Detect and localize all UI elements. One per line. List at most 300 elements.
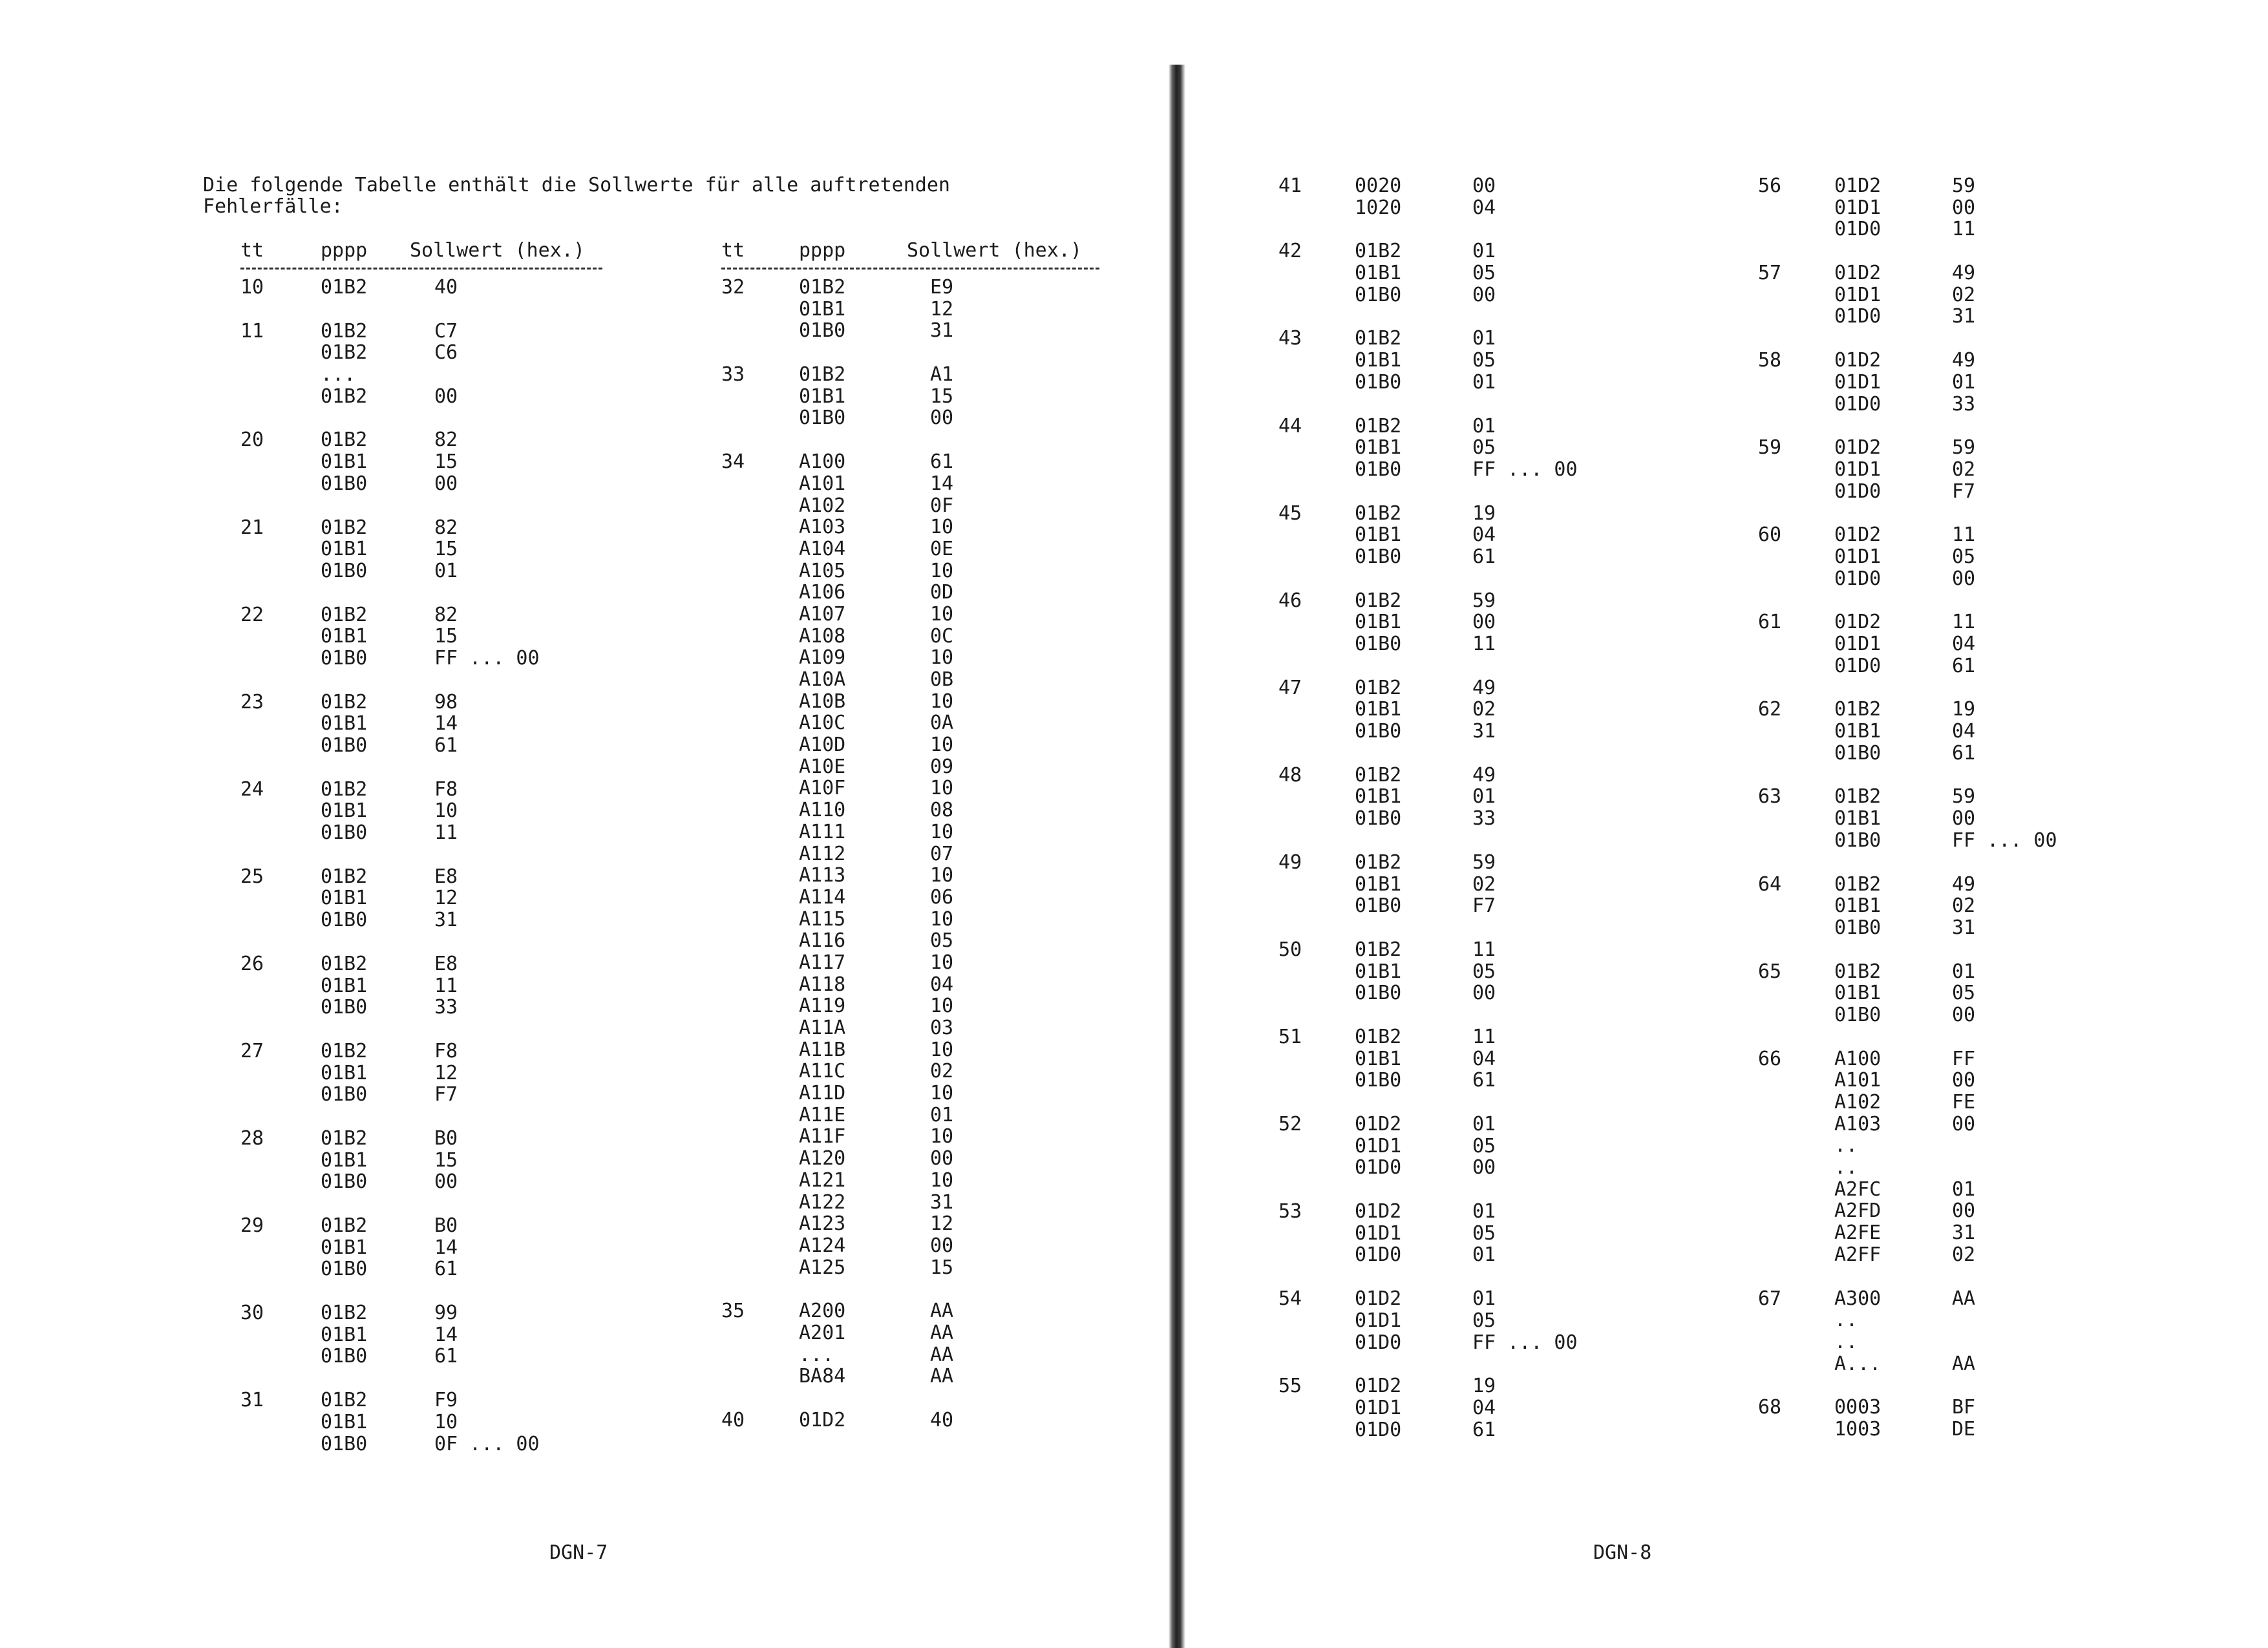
sollwert-value: 33 [434,996,458,1019]
error-case-tt: 52 [1278,1113,1302,1136]
address-pppp: 01B1 [799,385,846,408]
address-pppp: A122 [799,1190,846,1214]
address-pppp: 01D2 [1834,262,1881,285]
table-row [240,450,661,472]
address-pppp: 01D1 [1834,545,1881,568]
sollwert-value: 59 [1472,850,1496,874]
table-row [240,341,661,363]
address-pppp: 01B0 [1834,829,1881,852]
address-pppp: 01B0 [321,1258,368,1281]
address-pppp: 01B1 [1355,436,1402,460]
address-pppp: 1020 [1355,196,1402,219]
sollwert-value: 10 [930,516,954,539]
sollwert-value: 14 [434,712,458,735]
address-pppp: 01B1 [321,799,368,823]
address-pppp: 01B2 [321,603,368,626]
page-number-right: DGN-8 [1593,1541,1652,1564]
error-case-group [240,1389,661,1454]
address-pppp: 01B2 [321,341,368,364]
table-row [721,407,1109,428]
table-row [721,450,1109,472]
table-row [721,1017,1109,1039]
error-case-tt: 46 [1278,589,1302,612]
table-row [1278,1397,1679,1419]
address-pppp: 01B1 [1355,349,1402,372]
sollwert-value: 31 [1952,305,1976,328]
error-case-group [721,1409,1109,1431]
table-row [240,1149,661,1171]
table-row [1758,611,2159,633]
sollwert-value: 00 [434,385,458,408]
address-pppp: 01D1 [1834,283,1881,306]
table-row [1758,1113,2159,1135]
address-pppp: 01B0 [1834,916,1881,939]
sollwert-value: 09 [930,755,954,778]
sollwert-value: E8 [434,952,458,975]
sollwert-value: 00 [1472,174,1496,197]
header-sollwert: Sollwert (hex.) [410,239,585,262]
address-pppp: 01B1 [321,1236,368,1259]
table-column-left-a [240,239,661,1476]
table-row [1758,698,2159,720]
sollwert-value: 04 [1952,720,1976,743]
table-row [1758,262,2159,284]
sollwert-value: 14 [434,1236,458,1259]
sollwert-value: 01 [1472,785,1496,808]
address-pppp: 01B0 [1355,633,1402,655]
sollwert-value: BF [1952,1396,1976,1419]
sollwert-value: E8 [434,865,458,888]
table-row [240,734,661,756]
address-pppp: 01B1 [1355,611,1402,634]
sollwert-value: 40 [434,276,458,299]
address-pppp: 01B2 [321,690,368,713]
table-row [240,1170,661,1192]
sollwert-value: 05 [1952,982,1976,1005]
sollwert-value: 04 [1472,196,1496,219]
address-pppp: 01B0 [1834,741,1881,765]
error-case-group [1758,1287,2159,1375]
address-pppp: 01B1 [321,625,368,648]
sollwert-value: F9 [434,1389,458,1412]
table-row [721,363,1109,385]
sollwert-value: 0B [930,668,954,691]
address-pppp: 01B1 [1355,872,1402,896]
address-pppp: 01D1 [1355,1134,1402,1157]
sollwert-value: F7 [1472,894,1496,918]
error-case-tt: 47 [1278,676,1302,699]
table-row [1278,174,1679,196]
address-pppp: 01D1 [1355,1221,1402,1245]
address-pppp: 01D1 [1834,458,1881,481]
address-pppp: A123 [799,1212,846,1236]
error-case-group [1278,502,1679,567]
error-case-tt: 67 [1758,1287,1782,1310]
sollwert-value: 59 [1472,589,1496,612]
table-row [1758,371,2159,393]
address-pppp: 01B0 [321,646,368,670]
error-case-group [1278,851,1679,916]
error-case-group [1278,415,1679,480]
table-row [1278,938,1679,960]
error-case-group [1278,589,1679,655]
address-pppp: A11B [799,1038,846,1061]
table-row [721,472,1109,494]
address-pppp: 01B0 [321,1432,368,1455]
sollwert-value: 11 [1952,611,1976,634]
address-pppp: 01D0 [1355,1418,1402,1441]
address-pppp: 01B2 [1355,589,1402,612]
sollwert-value: 61 [1472,1069,1496,1092]
error-case-group [240,1040,661,1105]
table-row [721,494,1109,516]
address-pppp: 01B1 [1355,785,1402,808]
sollwert-value: 10 [930,864,954,887]
table-row [1278,240,1679,262]
sollwert-value: 98 [434,690,458,713]
table-row [1278,851,1679,873]
address-pppp: 01B1 [321,538,368,561]
sollwert-value: 19 [1472,1375,1496,1398]
sollwert-value: 00 [1952,1069,1976,1092]
error-case-tt: 31 [240,1389,264,1412]
error-case-tt: 29 [240,1214,264,1237]
sollwert-value: 05 [1472,1134,1496,1157]
error-case-tt: 49 [1278,850,1302,874]
table-row [240,1236,661,1258]
address-pppp: 01B2 [1355,938,1402,961]
sollwert-value: B0 [434,1126,458,1150]
table-row [1278,349,1679,371]
sollwert-value: 05 [1472,960,1496,983]
address-pppp: 01D1 [1834,633,1881,655]
table-row [1278,982,1679,1004]
address-pppp: A11C [799,1060,846,1083]
sollwert-value: 10 [930,1168,954,1192]
address-pppp: 01D0 [1834,218,1881,241]
table-row [1278,785,1679,807]
table-row [721,668,1109,690]
address-pppp: 01B1 [321,1410,368,1433]
address-pppp: 01D2 [799,1409,846,1431]
sollwert-value: AA [930,1365,954,1388]
table-row [240,1127,661,1149]
address-pppp: 01B2 [321,1214,368,1237]
address-pppp: 01B1 [799,297,846,321]
table-row [721,1191,1109,1213]
address-pppp: 01B2 [321,1302,368,1325]
address-pppp: .. [1834,1330,1858,1353]
error-case-group [1278,1026,1679,1091]
error-case-group [240,1214,661,1280]
sollwert-value: 00 [930,1234,954,1257]
error-case-group [1278,327,1679,392]
error-case-tt: 51 [1278,1025,1302,1048]
address-pppp: 01B1 [321,974,368,997]
sollwert-value: 01 [1472,370,1496,394]
address-pppp: A116 [799,929,846,953]
sollwert-value: AA [930,1300,954,1323]
sollwert-value: 00 [434,1170,458,1194]
table-row [240,1258,661,1280]
address-pppp: 1003 [1834,1417,1881,1441]
sollwert-value: FF [1952,1047,1976,1070]
sollwert-value: 01 [1472,1243,1496,1267]
sollwert-value: 61 [434,734,458,757]
error-case-tt: 64 [1758,872,1782,896]
table-row [1758,349,2159,371]
table-row [1278,371,1679,393]
table-row [1278,633,1679,655]
sollwert-value: 40 [930,1409,954,1431]
table-row [1758,655,2159,677]
error-case-group [1278,1200,1679,1265]
table-row [240,1062,661,1084]
table-row [240,953,661,975]
error-case-tt: 63 [1758,785,1782,808]
table-row [240,799,661,821]
sollwert-value: 00 [1952,1003,1976,1026]
sollwert-value: 10 [930,951,954,974]
table-row [240,909,661,931]
table-row [721,734,1109,755]
table-row [1278,611,1679,633]
table-row [721,276,1109,298]
address-pppp: A10D [799,734,846,757]
table-row [1758,633,2159,655]
table-row [240,778,661,800]
sollwert-value: 02 [930,1060,954,1083]
table-row [721,625,1109,647]
table-row [240,428,661,450]
table-row [1758,393,2159,415]
address-pppp: A111 [799,820,846,843]
address-pppp: A201 [799,1321,846,1344]
error-case-group [1758,1396,2159,1439]
address-pppp: A117 [799,951,846,974]
address-pppp: 01B0 [1355,1069,1402,1092]
error-case-group [1758,349,2159,414]
table-row [1758,567,2159,589]
table-row [721,1104,1109,1126]
table-row [721,581,1109,603]
table-row [240,385,661,407]
error-case-group [1758,960,2159,1026]
header-pppp: pppp [321,239,368,262]
table-row [1758,894,2159,916]
sollwert-value: F8 [434,777,458,801]
sollwert-value: 10 [930,820,954,843]
table-row [240,1040,661,1062]
sollwert-value: 11 [434,974,458,997]
sollwert-value: 49 [1952,349,1976,372]
table-row [721,821,1109,843]
address-pppp: A118 [799,973,846,996]
table-row [1278,1375,1679,1397]
sollwert-value: 61 [1952,654,1976,677]
address-pppp: 01B2 [1834,698,1881,721]
intro-text: Die folgende Tabelle enthält die Sollwerte für alle auftretenden Fehlerfälle: [203,174,950,218]
address-pppp: 01B0 [321,821,368,845]
table-row [721,712,1109,734]
address-pppp: 01B2 [799,276,846,299]
sollwert-value: 10 [930,995,954,1018]
error-case-tt: 65 [1758,960,1782,983]
sollwert-value: 02 [1952,1243,1976,1266]
address-pppp: A100 [799,450,846,474]
address-pppp: 01B0 [321,734,368,757]
table-row [1278,698,1679,720]
address-pppp: 01B2 [1355,502,1402,525]
address-pppp: 01D0 [1355,1156,1402,1179]
error-case-group [240,604,661,669]
table-row [721,929,1109,951]
sollwert-value: 82 [434,516,458,539]
table-row [721,973,1109,995]
error-case-tt: 22 [240,603,264,626]
address-pppp: 01B0 [321,1083,368,1106]
table-row [240,1302,661,1324]
table-row [240,1345,661,1367]
table-row [240,691,661,713]
address-pppp: A103 [799,516,846,539]
error-case-tt: 57 [1758,262,1782,285]
table-row [1758,1199,2159,1221]
address-pppp: 01B0 [799,319,846,343]
sollwert-value: 11 [1952,523,1976,547]
sollwert-value: 49 [1472,763,1496,787]
error-case-tt: 30 [240,1302,264,1325]
table-row [1758,1004,2159,1026]
address-pppp: 01B0 [1355,807,1402,830]
address-pppp: 01B2 [321,1039,368,1062]
error-case-group [1758,873,2159,938]
sollwert-value: 07 [930,842,954,865]
address-pppp: 01B0 [321,472,368,495]
sollwert-value: 99 [434,1302,458,1325]
address-pppp: 01D1 [1355,1309,1402,1332]
sollwert-value: 05 [1952,545,1976,568]
error-case-tt: 55 [1278,1375,1302,1398]
table-row [1278,1048,1679,1070]
address-pppp: 0020 [1355,174,1402,197]
sollwert-value: 03 [930,1017,954,1039]
table-row [721,298,1109,320]
sollwert-value: 02 [1472,872,1496,896]
error-case-group [240,1302,661,1367]
sollwert-value: 10 [930,907,954,931]
address-pppp: 01B1 [1834,720,1881,743]
sollwert-value: AA [930,1343,954,1366]
address-pppp: 01B2 [1834,960,1881,983]
sollwert-value: 10 [930,777,954,800]
table-row [1278,436,1679,458]
table-row [240,604,661,626]
error-case-tt: 33 [721,363,745,386]
address-pppp: A10C [799,712,846,735]
sollwert-value: 0C [930,624,954,648]
error-case-tt: 34 [721,450,745,474]
address-pppp: 01B2 [321,319,368,343]
table-row [721,908,1109,930]
sollwert-value: 02 [1952,894,1976,918]
table-row [1758,982,2159,1004]
error-case-tt: 40 [721,1409,745,1431]
address-pppp: A300 [1834,1287,1881,1310]
address-pppp: 01B0 [321,996,368,1019]
sollwert-value: 04 [1472,1396,1496,1419]
header-tt: tt [240,239,264,262]
table-row [721,1212,1109,1234]
error-case-tt: 68 [1758,1396,1782,1419]
address-pppp: ... [799,1343,834,1366]
sollwert-value: 0F ... 00 [434,1432,540,1455]
address-pppp: 01B2 [321,276,368,299]
sollwert-value: 04 [1472,1047,1496,1070]
address-pppp: 01B2 [321,428,368,452]
sollwert-value: FE [1952,1091,1976,1114]
error-case-tt: 54 [1278,1287,1302,1311]
table-row [721,538,1109,560]
table-row [240,821,661,843]
table-row [240,1324,661,1346]
error-case-tt: 60 [1758,523,1782,547]
address-pppp: 01B0 [1355,982,1402,1005]
address-pppp: A11A [799,1017,846,1039]
sollwert-value: 61 [434,1258,458,1281]
address-pppp: 01B0 [321,1345,368,1368]
sollwert-value: 00 [1472,982,1496,1005]
sollwert-value: 00 [930,1147,954,1170]
sollwert-value: 01 [1472,1200,1496,1223]
table-row [1758,480,2159,502]
table-row [721,1060,1109,1082]
address-pppp: A110 [799,799,846,822]
error-case-group [1758,1048,2159,1265]
sollwert-value: 12 [930,297,954,321]
sollwert-value: 00 [1472,283,1496,306]
sollwert-value: 15 [434,450,458,474]
address-pppp: ... [321,363,356,386]
sollwert-value: 05 [1472,1309,1496,1332]
sollwert-value: 59 [1952,436,1976,460]
error-case-group [1278,1375,1679,1440]
table-row [1758,1418,2159,1440]
address-pppp: 01B0 [799,407,846,430]
address-pppp: 01B1 [321,1061,368,1084]
sollwert-value: E9 [930,276,954,299]
sollwert-value: 49 [1472,676,1496,699]
sollwert-value: 49 [1952,262,1976,285]
table-row [1758,807,2159,829]
address-pppp: 01B0 [1355,545,1402,568]
sollwert-value: 11 [434,821,458,845]
header-rule [240,268,602,269]
sollwert-value: 15 [930,1256,954,1279]
table-row [1758,1353,2159,1375]
address-pppp: 01B0 [1355,458,1402,481]
address-pppp: 01B1 [1834,807,1881,830]
table-row [240,996,661,1018]
error-case-tt: 53 [1278,1200,1302,1223]
sollwert-value: 82 [434,603,458,626]
table-row [1278,284,1679,306]
address-pppp: 01B0 [321,1170,368,1194]
address-pppp: 01B1 [1355,1047,1402,1070]
sollwert-value: FF ... 00 [1472,458,1578,481]
address-pppp: A104 [799,537,846,560]
sollwert-value: 31 [1952,916,1976,939]
